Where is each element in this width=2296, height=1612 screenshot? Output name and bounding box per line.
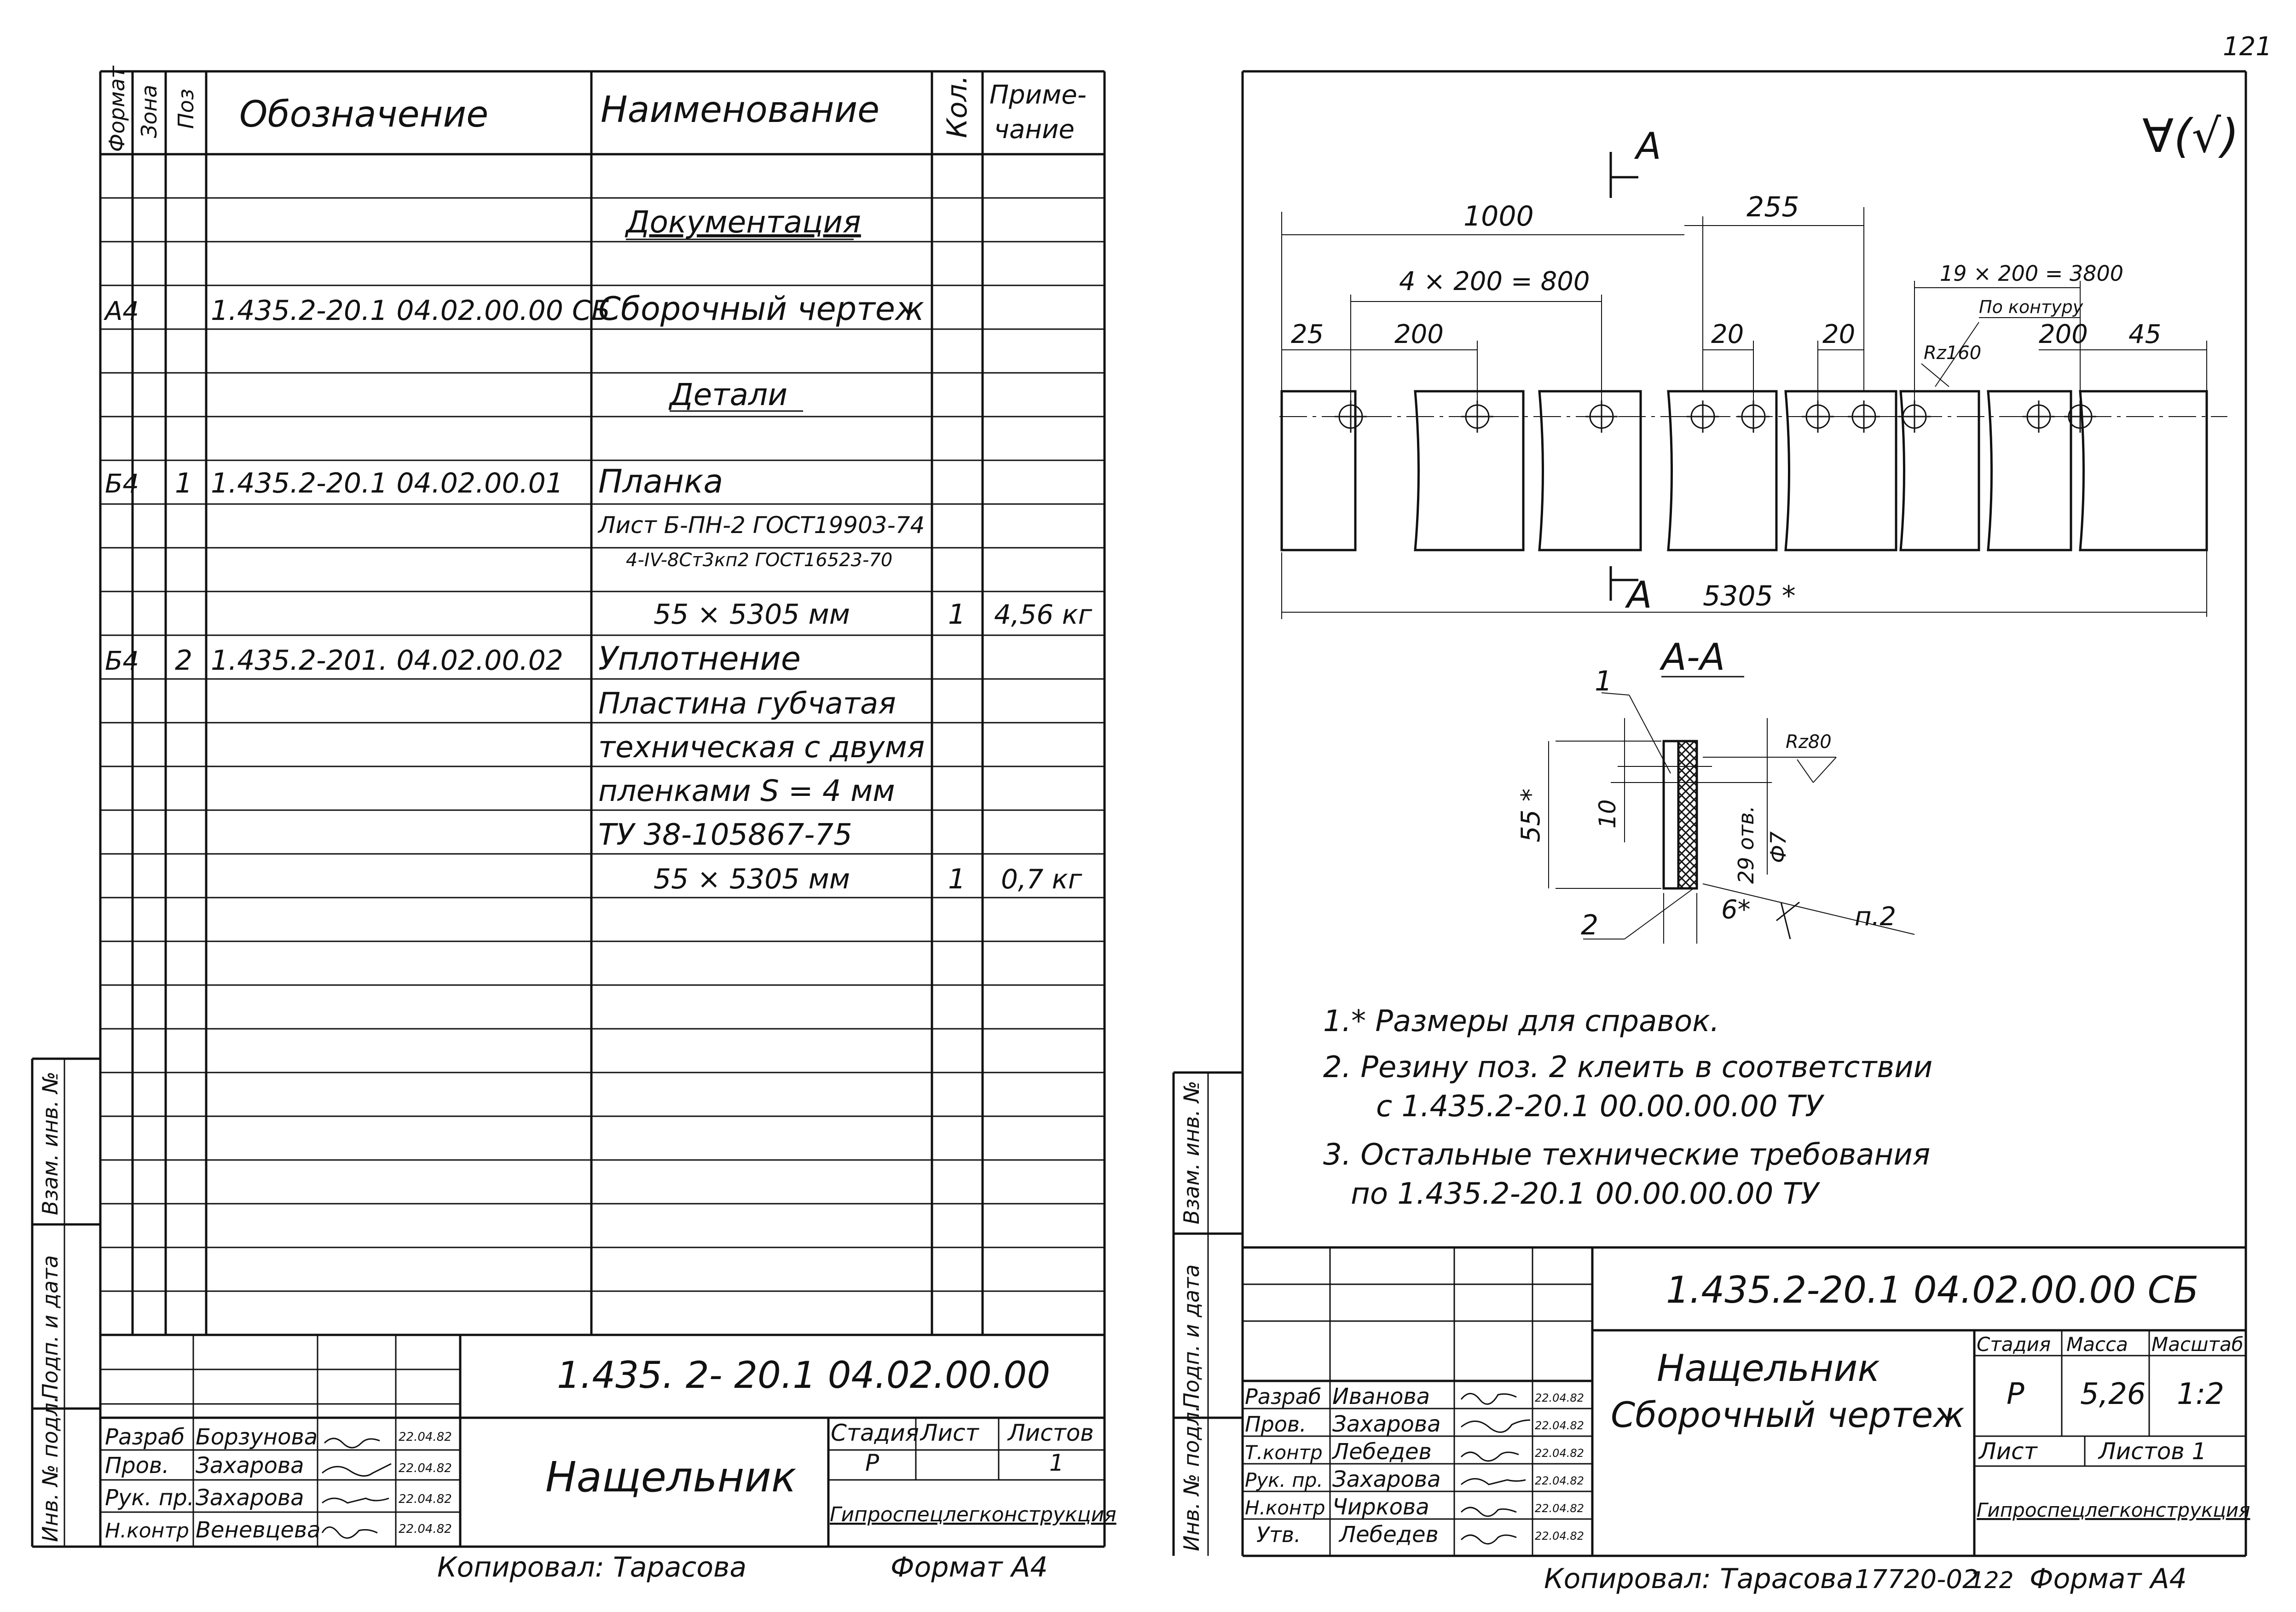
dim-20a: 20 [1711, 319, 1744, 349]
drawing-scale-label: Масштаб [2151, 1333, 2244, 1356]
header-qty: Кол. [941, 75, 973, 138]
section-parts: Детали [670, 377, 788, 412]
drawing-stage: Р [2007, 1377, 2024, 1411]
assembly-drawing-sheet [1174, 32, 2272, 1595]
drawing-copied: Копировал: Тарасова [1544, 1563, 1854, 1595]
section-title: А-А [1661, 636, 1725, 678]
drawing-date-0: 22.04.82 [1535, 1392, 1584, 1404]
signature [322, 1464, 391, 1476]
side-label-inv-r: Инв. № подл. [1179, 1405, 1204, 1551]
row2-qty: 1 [948, 863, 966, 895]
roughness-mark: ∀(√) [2142, 109, 2239, 163]
spec-role-0: Разраб [105, 1424, 185, 1450]
signature [322, 1527, 377, 1538]
header-zone: Зона [137, 85, 162, 138]
drawing-name-5: Лебедев [1339, 1522, 1439, 1548]
drawing-role-5: Утв. [1256, 1522, 1301, 1547]
row2-format: Б4 [105, 646, 139, 676]
sec-label-2: 2 [1581, 909, 1599, 941]
signature [1461, 1420, 1530, 1432]
drawing-date-1: 22.04.82 [1535, 1419, 1584, 1432]
signature [1461, 1535, 1516, 1544]
specification-sheet [32, 65, 1116, 1583]
drawing-format: Формат А4 [2030, 1563, 2187, 1595]
side-label-sign-date-r: Подп. и дата [1179, 1264, 1204, 1409]
sec-rz80: Rz80 [1786, 731, 1832, 753]
section-mark-bottom: А [1627, 574, 1652, 616]
row1-material-2: 4-IV-8Ст3кп2 ГОСТ16523-70 [626, 550, 893, 571]
drawing-sheet-label: Лист [1979, 1438, 2037, 1465]
row2-line-2: техническая с двумя [598, 731, 925, 765]
sec-dim-10: 10 [1594, 799, 1621, 829]
spec-stage-label: Стадия [831, 1420, 919, 1446]
row-docs-name: Сборочный чертеж [598, 290, 925, 328]
row2-line-3: пленками S = 4 мм [598, 774, 895, 808]
note-1: 1.* Размеры для справок. [1323, 1004, 1720, 1038]
dim-45: 45 [2128, 319, 2162, 349]
sec-dim-55: 55 * [1516, 788, 1546, 842]
dim-200b: 200 [2039, 319, 2088, 349]
spec-org: Гипроспецлегконструкция [830, 1503, 1116, 1526]
section-mark-top: А [1636, 125, 1661, 168]
spec-role-3: Н.контр [105, 1519, 189, 1542]
spec-name-3: Веневцева [196, 1517, 321, 1543]
dim-255: 255 [1747, 191, 1799, 223]
spec-sheet-label: Лист [920, 1420, 979, 1446]
header-note-2: чание [994, 115, 1075, 145]
row2-pos: 2 [175, 644, 193, 677]
side-label-sign-date: Подп. и дата [38, 1255, 63, 1399]
header-pos: Поз [174, 88, 198, 129]
note-2b: с 1.435.2-20.1 00.00.00.00 ТУ [1376, 1090, 1823, 1124]
drawing-date-3: 22.04.82 [1535, 1474, 1584, 1487]
drawing-sheets-label: Листов 1 [2099, 1438, 2207, 1465]
spec-title-code: 1.435. 2- 20.1 04.02.00.00 [557, 1354, 1051, 1397]
signature [1461, 1479, 1526, 1485]
spec-role-2: Рук. пр. [105, 1485, 194, 1511]
header-note-1: Приме- [989, 80, 1087, 110]
drawing-role-4: Н.контр [1245, 1496, 1325, 1519]
drawing-stage-label: Стадия [1977, 1333, 2051, 1356]
page-number-bottom: 122 [1970, 1567, 2014, 1594]
section-view [1664, 741, 1697, 888]
row2-designation: 1.435.2-201. 04.02.00.02 [211, 644, 563, 677]
row-docs-designation: 1.435.2-20.1 04.02.00.00 СБ [211, 295, 611, 327]
drawing-title-code: 1.435.2-20.1 04.02.00.00 СБ [1666, 1269, 2199, 1311]
signature [1461, 1508, 1516, 1516]
row1-note: 4,56 кг [994, 599, 1093, 630]
row2-line-1: Пластина губчатая [598, 687, 896, 721]
drawing-date-4: 22.04.82 [1535, 1502, 1584, 1515]
drawing-role-3: Рук. пр. [1245, 1469, 1323, 1491]
sec-label-1: 1 [1595, 665, 1613, 697]
sec-p2: п.2 [1855, 902, 1897, 932]
spec-sheets-label: Листов [1008, 1420, 1094, 1446]
side-label-replace: Взам. инв. № [38, 1071, 63, 1215]
row2-name: Уплотнение [598, 640, 801, 678]
row-docs-format: А4 [105, 296, 139, 326]
side-label-inv: Инв. № подл. [38, 1396, 63, 1542]
row2-size: 55 × 5305 мм [654, 863, 850, 895]
spec-date-2: 22.04.82 [399, 1492, 452, 1506]
row1-name: Планка [598, 463, 723, 500]
dim-5305: 5305 * [1703, 580, 1796, 612]
drawing-date-2: 22.04.82 [1535, 1447, 1584, 1460]
row1-pos: 1 [175, 467, 193, 499]
spec-date-1: 22.04.82 [399, 1461, 452, 1475]
spec-copied: Копировал: Тарасова [437, 1551, 747, 1583]
side-label-replace-r: Взам. инв. № [1179, 1080, 1204, 1224]
spec-stage: Р [865, 1450, 879, 1476]
spec-role-1: Пров. [105, 1453, 169, 1479]
dim-20b: 20 [1822, 319, 1856, 349]
note-3b: по 1.435.2-20.1 00.00.00.00 ТУ [1351, 1177, 1819, 1211]
sec-holes: 29 отв. [1734, 806, 1758, 884]
header-designation: Обозначение [239, 94, 489, 135]
header-format: Формат [104, 66, 129, 152]
drawing-date-5: 22.04.82 [1535, 1530, 1584, 1542]
spec-title-name: Нащельник [545, 1453, 797, 1502]
dim-19x200: 19 × 200 = 3800 [1940, 261, 2123, 286]
drawing-scale: 1:2 [2177, 1377, 2224, 1411]
sec-d7: Ф7 [1766, 831, 1791, 863]
strip-elevation [1282, 391, 2207, 550]
signature [324, 1438, 380, 1448]
dim-4x200: 4 × 200 = 800 [1399, 267, 1590, 296]
drawing-mass-label: Масса [2066, 1333, 2128, 1356]
drawing-mass: 5,26 [2080, 1377, 2146, 1411]
drawing-name-4: Чиркова [1332, 1494, 1429, 1520]
signature [322, 1498, 389, 1503]
drawing-name-0: Иванова [1332, 1384, 1430, 1409]
page-number: 121 [2223, 32, 2272, 62]
drawing-order: 17720-02 [1855, 1565, 1979, 1595]
header-name: Наименование [601, 89, 880, 131]
signature [1461, 1452, 1519, 1461]
dim-25: 25 [1291, 319, 1324, 349]
note-2: 2. Резину поз. 2 клеить в соответствии [1323, 1050, 1933, 1084]
spec-format: Формат А4 [891, 1551, 1048, 1583]
drawing-role-1: Пров. [1245, 1412, 1307, 1437]
section-documentation: Документация [626, 204, 861, 240]
note-3: 3. Остальные технические требования [1323, 1138, 1931, 1172]
drawing-title-name-2: Сборочный чертеж [1611, 1394, 1965, 1435]
dim-rz160: Rz160 [1924, 342, 1982, 364]
row1-format: Б4 [105, 469, 139, 499]
signature [1461, 1394, 1516, 1404]
spec-date-0: 22.04.82 [399, 1430, 452, 1444]
spec-name-2: Захарова [196, 1485, 304, 1511]
row2-note: 0,7 кг [1001, 864, 1082, 895]
spec-sheets: 1 [1049, 1450, 1064, 1476]
spec-name-0: Борзунова [196, 1424, 318, 1450]
drawing-name-3: Захарова [1332, 1467, 1441, 1492]
drawing-name-1: Захарова [1332, 1411, 1441, 1437]
row1-size: 55 × 5305 мм [654, 598, 850, 631]
row1-qty: 1 [948, 598, 966, 631]
sec-dim-6: 6* [1721, 895, 1751, 925]
dim-200a: 200 [1394, 319, 1444, 349]
drawing-name-2: Лебедев [1332, 1439, 1432, 1465]
drawing-role-0: Разраб [1245, 1384, 1322, 1409]
spec-name-1: Захарова [196, 1453, 304, 1479]
dim-1000: 1000 [1463, 200, 1534, 232]
drawing-role-2: Т.контр [1245, 1441, 1323, 1464]
row1-designation: 1.435.2-20.1 04.02.00.01 [211, 467, 563, 499]
dim-contour: По контуру [1979, 297, 2083, 317]
row1-material-1: Лист Б-ПН-2 ГОСТ19903-74 [598, 512, 925, 539]
spec-date-3: 22.04.82 [399, 1522, 452, 1536]
drawing-org: Гипроспецлегконструкция [1977, 1499, 2250, 1521]
row2-line-4: ТУ 38-105867-75 [598, 818, 852, 852]
drawing-title-name-1: Нащельник [1657, 1347, 1880, 1390]
